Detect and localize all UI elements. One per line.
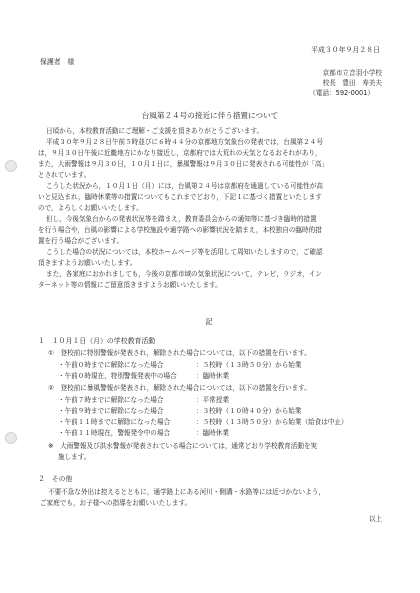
item1-row-left: ・午前０時までに解除になった場合 xyxy=(58,361,164,369)
intro-line: また，大雨警報は９月３０日，１０月１日に，暴風警報は９月３０日に発表される可能性が「高」 xyxy=(38,160,329,168)
intro-line: 日頃から，本校教育活動にご理解・ご支援を頂きありがとうございます。 xyxy=(46,127,264,135)
intro-line: 置を行う場合がございます。 xyxy=(38,237,124,245)
section2-heading: ２ その他 xyxy=(38,475,73,483)
closing-ijo: 以上 xyxy=(368,515,382,523)
section1-item1: ① 登校前に特別警報が発表され，解除された場合については，以下の措置を行います。 xyxy=(48,349,311,357)
ki-heading: 記 xyxy=(205,317,215,326)
section1-heading: １ １０月１日（月）の学校教育活動 xyxy=(38,337,156,345)
intro-line: とされています。 xyxy=(38,171,91,179)
item2-row-left: ・午前１１時現在，警報発令中の場合 xyxy=(58,429,171,437)
intro-line: また，各家庭におかれましても，今後の京都市域の気象状況について，テレビ，ラジオ，イン xyxy=(46,270,322,278)
item2-row-left: ・午前１１時までに解除になった場合 xyxy=(58,418,171,426)
intro-line: こうした状況から，１０月１日（月）には，台風第２４号は京都府を通過している可能性が高 xyxy=(46,182,323,190)
section2-line: ご家庭でも，お子様への指導をお願いいたします。 xyxy=(40,499,192,507)
section2-line: 不要不急な外出は控えるとともに，通学路上にある河川・側溝・水路等には近づかないよう， xyxy=(48,488,325,496)
intro-line: 但し，今後気象台からの発表状況等を踏まえ，教育委員会からの通知等に基づき臨時的措置 xyxy=(46,215,317,223)
item2-row-right: ：５校時（１３時５０分）から始業（給食は中止） xyxy=(196,418,348,426)
section1-item2: ② 登校前に暴風警報が発表され，解除された場合については，以下の措置を行います。 xyxy=(48,384,311,392)
document-title: 台風第２４号の接近に伴う措置について xyxy=(141,111,279,120)
school-name: 京都市立音羽小学校 xyxy=(322,69,382,77)
binder-hole-bottom xyxy=(5,432,17,444)
item1-row-right: ：５校時（１３時５０分）から始業 xyxy=(196,361,302,369)
principal-name: 校長 豊田 寿美夫 xyxy=(322,79,382,87)
item2-row-left: ・午前９時までに解除になった場合 xyxy=(58,407,164,415)
item2-row-right: ：３校時（１０時４０分）から始業 xyxy=(196,407,302,415)
document-date: 平成３０年９月２８日 xyxy=(311,46,380,54)
intro-line: 頂きますようお願いいたします。 xyxy=(38,259,137,267)
intro-line: は，９月３０日午後に近畿地方にかなり接近し，京都府では大荒れの天気となるおそれがあり， xyxy=(38,149,322,157)
school-phone: （電話：592-0001） xyxy=(309,89,374,97)
section1-note-cont: 施します。 xyxy=(58,453,91,461)
item2-row-left: ・午前７時までに解除になった場合 xyxy=(58,396,164,404)
section1-note: ※ 大雨警報及び洪水警報が発表されている場合については，通常どおり学校教育活動を実 xyxy=(48,442,318,450)
intro-line: いと見込まれ，臨時休業等の措置についてもこれまでどおり，下記１に基づく措置といたします xyxy=(38,193,322,201)
item2-row-right: ：平常授業 xyxy=(196,396,229,404)
intro-line: ので，よろしくお願いいたします。 xyxy=(38,204,143,212)
item2-row-right: ：臨時休業 xyxy=(196,429,229,437)
intro-line: を行う場合や，台風の影響による学校施設や通学路への影響状況を踏まえ，本校独自の臨時的措 xyxy=(38,226,322,234)
item1-row-right: ：臨時休業 xyxy=(196,372,229,380)
binder-hole-top xyxy=(5,160,17,172)
intro-body xyxy=(38,126,394,289)
intro-line: 平成３０年９月２８日午前５時並びに６時４４分の京都地方気象台の発表では，台風第２４号 xyxy=(46,138,323,146)
addressee: 保護者 様 xyxy=(40,58,75,66)
intro-line: ターネット等の情報にご留意頂きますようお願いいたします。 xyxy=(38,281,222,289)
intro-line: こうした場合の状況については，本校ホームページ等を活用して周知いたしますので，ご確認 xyxy=(46,248,323,256)
item1-row-left: ・午前０時現在，特別警報発表中の場合 xyxy=(58,372,177,380)
